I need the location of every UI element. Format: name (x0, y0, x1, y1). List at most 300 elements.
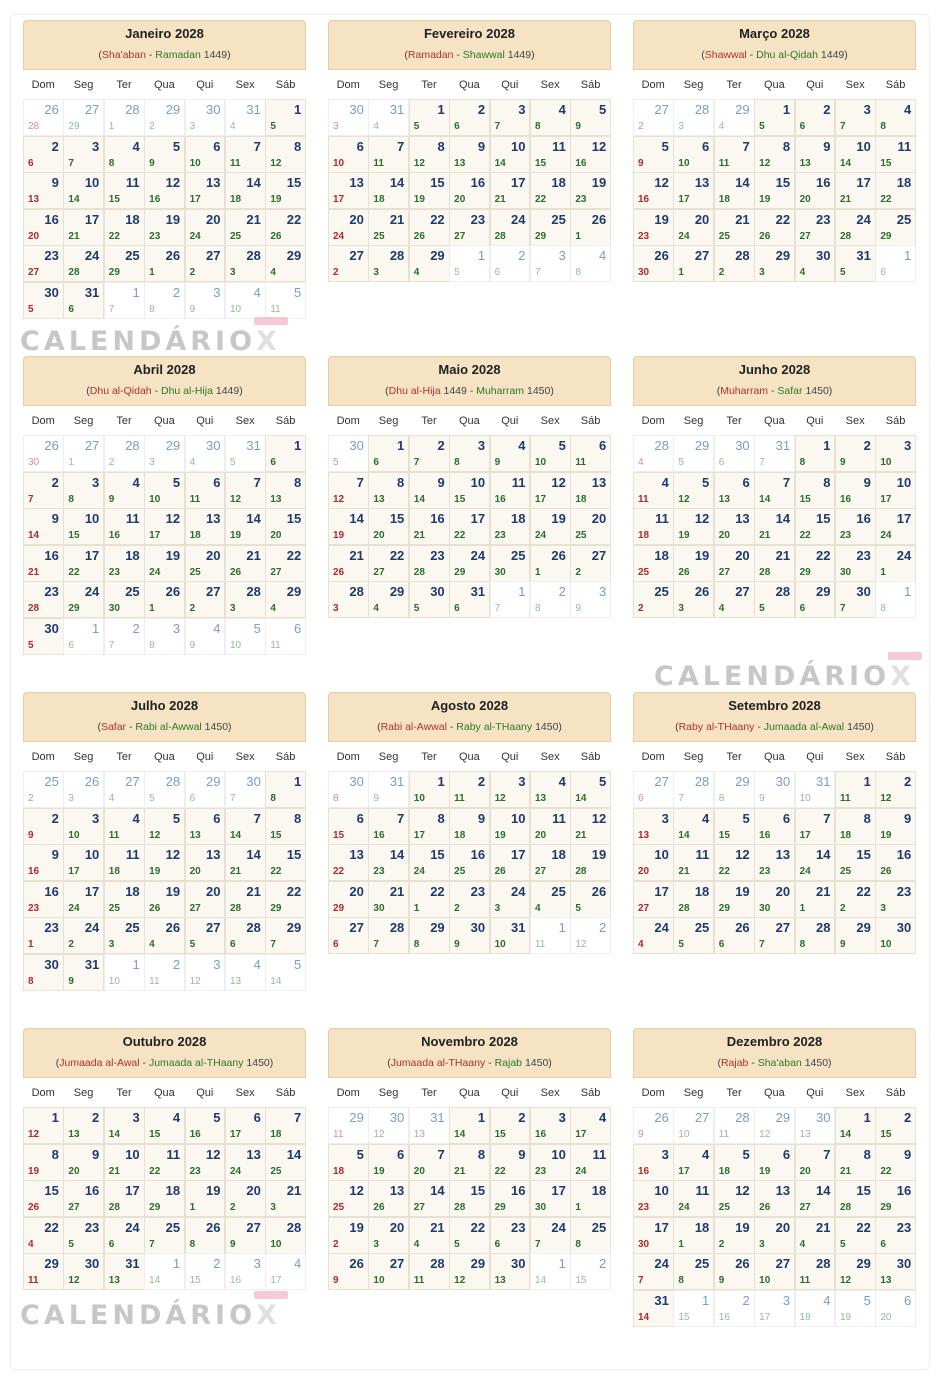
day-cell[interactable] (875, 172, 916, 209)
day-cell[interactable] (368, 545, 409, 582)
day-cell[interactable] (225, 917, 266, 954)
day-cell[interactable] (104, 1180, 145, 1217)
day-cell[interactable] (449, 1180, 490, 1217)
day-cell[interactable] (875, 1290, 916, 1327)
day-cell[interactable] (875, 808, 916, 845)
day-cell[interactable] (875, 245, 916, 282)
day-cell[interactable] (875, 1107, 916, 1144)
day-cell[interactable] (185, 99, 226, 136)
day-cell[interactable] (835, 844, 876, 881)
day-cell[interactable] (23, 245, 64, 282)
day-cell[interactable] (570, 472, 611, 509)
day-cell[interactable] (144, 771, 185, 808)
day-cell[interactable] (570, 1144, 611, 1181)
day-cell[interactable] (225, 844, 266, 881)
day-cell[interactable] (754, 771, 795, 808)
day-cell[interactable] (570, 136, 611, 173)
day-cell[interactable] (23, 545, 64, 582)
day-cell[interactable] (104, 545, 145, 582)
day-cell[interactable] (673, 209, 714, 246)
day-cell[interactable] (144, 844, 185, 881)
day-cell[interactable] (449, 545, 490, 582)
day-cell[interactable] (795, 1144, 836, 1181)
day-cell[interactable] (714, 808, 755, 845)
day-cell[interactable] (23, 508, 64, 545)
day-cell[interactable] (449, 581, 490, 618)
day-cell[interactable] (104, 1253, 145, 1290)
day-cell[interactable] (570, 99, 611, 136)
day-cell[interactable] (265, 1180, 306, 1217)
day-cell[interactable] (835, 545, 876, 582)
day-cell[interactable] (449, 435, 490, 472)
day-cell[interactable] (23, 844, 64, 881)
day-cell[interactable] (225, 1217, 266, 1254)
day-cell[interactable] (795, 435, 836, 472)
day-cell[interactable] (63, 881, 104, 918)
day-cell[interactable] (835, 808, 876, 845)
day-cell[interactable] (633, 209, 674, 246)
day-cell[interactable] (185, 1107, 226, 1144)
day-cell[interactable] (265, 881, 306, 918)
day-cell[interactable] (265, 435, 306, 472)
day-cell[interactable] (328, 917, 369, 954)
day-cell[interactable] (490, 581, 531, 618)
day-cell[interactable] (185, 808, 226, 845)
day-cell[interactable] (795, 1290, 836, 1327)
day-cell[interactable] (225, 581, 266, 618)
day-cell[interactable] (328, 771, 369, 808)
day-cell[interactable] (23, 1144, 64, 1181)
day-cell[interactable] (449, 1144, 490, 1181)
day-cell[interactable] (449, 472, 490, 509)
day-cell[interactable] (754, 472, 795, 509)
day-cell[interactable] (673, 435, 714, 472)
day-cell[interactable] (449, 1217, 490, 1254)
day-cell[interactable] (835, 1180, 876, 1217)
day-cell[interactable] (23, 1217, 64, 1254)
day-cell[interactable] (795, 581, 836, 618)
day-cell[interactable] (795, 1107, 836, 1144)
day-cell[interactable] (673, 581, 714, 618)
day-cell[interactable] (490, 136, 531, 173)
day-cell[interactable] (875, 581, 916, 618)
day-cell[interactable] (795, 844, 836, 881)
day-cell[interactable] (409, 808, 450, 845)
day-cell[interactable] (795, 136, 836, 173)
day-cell[interactable] (714, 1253, 755, 1290)
day-cell[interactable] (63, 844, 104, 881)
day-cell[interactable] (265, 954, 306, 991)
day-cell[interactable] (63, 435, 104, 472)
day-cell[interactable] (185, 1180, 226, 1217)
day-cell[interactable] (449, 881, 490, 918)
day-cell[interactable] (714, 472, 755, 509)
day-cell[interactable] (835, 1290, 876, 1327)
day-cell[interactable] (530, 808, 571, 845)
day-cell[interactable] (144, 172, 185, 209)
day-cell[interactable] (265, 1144, 306, 1181)
day-cell[interactable] (265, 618, 306, 655)
day-cell[interactable] (875, 508, 916, 545)
day-cell[interactable] (225, 136, 266, 173)
day-cell[interactable] (714, 1217, 755, 1254)
day-cell[interactable] (835, 136, 876, 173)
day-cell[interactable] (23, 209, 64, 246)
day-cell[interactable] (795, 545, 836, 582)
day-cell[interactable] (225, 1107, 266, 1144)
day-cell[interactable] (530, 136, 571, 173)
day-cell[interactable] (714, 245, 755, 282)
day-cell[interactable] (328, 1217, 369, 1254)
day-cell[interactable] (104, 771, 145, 808)
day-cell[interactable] (795, 209, 836, 246)
day-cell[interactable] (104, 282, 145, 319)
day-cell[interactable] (409, 1180, 450, 1217)
day-cell[interactable] (835, 1144, 876, 1181)
day-cell[interactable] (570, 209, 611, 246)
day-cell[interactable] (23, 172, 64, 209)
day-cell[interactable] (104, 808, 145, 845)
day-cell[interactable] (265, 771, 306, 808)
day-cell[interactable] (409, 472, 450, 509)
day-cell[interactable] (449, 917, 490, 954)
day-cell[interactable] (225, 245, 266, 282)
day-cell[interactable] (328, 99, 369, 136)
day-cell[interactable] (368, 209, 409, 246)
day-cell[interactable] (63, 545, 104, 582)
day-cell[interactable] (795, 808, 836, 845)
day-cell[interactable] (409, 136, 450, 173)
day-cell[interactable] (490, 1107, 531, 1144)
day-cell[interactable] (754, 136, 795, 173)
day-cell[interactable] (835, 245, 876, 282)
day-cell[interactable] (714, 136, 755, 173)
day-cell[interactable] (185, 917, 226, 954)
day-cell[interactable] (673, 136, 714, 173)
day-cell[interactable] (530, 844, 571, 881)
day-cell[interactable] (633, 808, 674, 845)
day-cell[interactable] (368, 99, 409, 136)
day-cell[interactable] (754, 917, 795, 954)
day-cell[interactable] (144, 1107, 185, 1144)
day-cell[interactable] (368, 435, 409, 472)
day-cell[interactable] (875, 917, 916, 954)
day-cell[interactable] (368, 245, 409, 282)
day-cell[interactable] (144, 245, 185, 282)
day-cell[interactable] (328, 209, 369, 246)
day-cell[interactable] (875, 136, 916, 173)
day-cell[interactable] (490, 917, 531, 954)
day-cell[interactable] (23, 136, 64, 173)
day-cell[interactable] (754, 1290, 795, 1327)
day-cell[interactable] (328, 136, 369, 173)
day-cell[interactable] (754, 844, 795, 881)
day-cell[interactable] (185, 172, 226, 209)
day-cell[interactable] (490, 881, 531, 918)
day-cell[interactable] (633, 435, 674, 472)
day-cell[interactable] (673, 771, 714, 808)
day-cell[interactable] (185, 618, 226, 655)
day-cell[interactable] (633, 508, 674, 545)
day-cell[interactable] (328, 1180, 369, 1217)
day-cell[interactable] (104, 1144, 145, 1181)
day-cell[interactable] (368, 508, 409, 545)
day-cell[interactable] (63, 245, 104, 282)
day-cell[interactable] (530, 581, 571, 618)
day-cell[interactable] (875, 209, 916, 246)
day-cell[interactable] (144, 881, 185, 918)
day-cell[interactable] (368, 472, 409, 509)
day-cell[interactable] (490, 1144, 531, 1181)
day-cell[interactable] (795, 172, 836, 209)
day-cell[interactable] (368, 844, 409, 881)
day-cell[interactable] (185, 508, 226, 545)
day-cell[interactable] (449, 771, 490, 808)
day-cell[interactable] (754, 245, 795, 282)
day-cell[interactable] (368, 581, 409, 618)
day-cell[interactable] (23, 435, 64, 472)
day-cell[interactable] (63, 1217, 104, 1254)
day-cell[interactable] (328, 172, 369, 209)
day-cell[interactable] (530, 1107, 571, 1144)
day-cell[interactable] (225, 808, 266, 845)
day-cell[interactable] (633, 917, 674, 954)
day-cell[interactable] (63, 771, 104, 808)
day-cell[interactable] (673, 545, 714, 582)
day-cell[interactable] (875, 844, 916, 881)
day-cell[interactable] (714, 881, 755, 918)
day-cell[interactable] (144, 435, 185, 472)
day-cell[interactable] (328, 1107, 369, 1144)
day-cell[interactable] (835, 581, 876, 618)
day-cell[interactable] (23, 581, 64, 618)
day-cell[interactable] (570, 1180, 611, 1217)
day-cell[interactable] (714, 581, 755, 618)
day-cell[interactable] (409, 1107, 450, 1144)
day-cell[interactable] (530, 1217, 571, 1254)
day-cell[interactable] (144, 99, 185, 136)
day-cell[interactable] (754, 881, 795, 918)
day-cell[interactable] (570, 1107, 611, 1144)
day-cell[interactable] (795, 1217, 836, 1254)
day-cell[interactable] (104, 172, 145, 209)
day-cell[interactable] (328, 1144, 369, 1181)
day-cell[interactable] (835, 172, 876, 209)
day-cell[interactable] (63, 618, 104, 655)
day-cell[interactable] (570, 1217, 611, 1254)
day-cell[interactable] (754, 545, 795, 582)
day-cell[interactable] (265, 245, 306, 282)
day-cell[interactable] (23, 881, 64, 918)
day-cell[interactable] (570, 545, 611, 582)
day-cell[interactable] (104, 435, 145, 472)
day-cell[interactable] (63, 581, 104, 618)
day-cell[interactable] (185, 1144, 226, 1181)
day-cell[interactable] (570, 508, 611, 545)
day-cell[interactable] (754, 209, 795, 246)
day-cell[interactable] (23, 282, 64, 319)
day-cell[interactable] (530, 99, 571, 136)
day-cell[interactable] (490, 472, 531, 509)
day-cell[interactable] (23, 1107, 64, 1144)
day-cell[interactable] (570, 808, 611, 845)
day-cell[interactable] (875, 1217, 916, 1254)
day-cell[interactable] (530, 771, 571, 808)
day-cell[interactable] (225, 1144, 266, 1181)
day-cell[interactable] (23, 618, 64, 655)
day-cell[interactable] (225, 508, 266, 545)
day-cell[interactable] (63, 917, 104, 954)
day-cell[interactable] (875, 1253, 916, 1290)
day-cell[interactable] (144, 472, 185, 509)
day-cell[interactable] (570, 172, 611, 209)
day-cell[interactable] (63, 1144, 104, 1181)
day-cell[interactable] (265, 917, 306, 954)
day-cell[interactable] (673, 1290, 714, 1327)
day-cell[interactable] (185, 136, 226, 173)
day-cell[interactable] (225, 99, 266, 136)
day-cell[interactable] (875, 1144, 916, 1181)
day-cell[interactable] (368, 1217, 409, 1254)
day-cell[interactable] (63, 99, 104, 136)
day-cell[interactable] (673, 245, 714, 282)
day-cell[interactable] (368, 771, 409, 808)
day-cell[interactable] (530, 508, 571, 545)
day-cell[interactable] (328, 844, 369, 881)
day-cell[interactable] (368, 1144, 409, 1181)
day-cell[interactable] (328, 1253, 369, 1290)
day-cell[interactable] (754, 99, 795, 136)
day-cell[interactable] (714, 545, 755, 582)
day-cell[interactable] (449, 99, 490, 136)
day-cell[interactable] (225, 472, 266, 509)
day-cell[interactable] (835, 771, 876, 808)
day-cell[interactable] (144, 618, 185, 655)
day-cell[interactable] (754, 808, 795, 845)
day-cell[interactable] (835, 1107, 876, 1144)
day-cell[interactable] (104, 844, 145, 881)
day-cell[interactable] (490, 99, 531, 136)
day-cell[interactable] (144, 209, 185, 246)
day-cell[interactable] (530, 172, 571, 209)
day-cell[interactable] (449, 844, 490, 881)
day-cell[interactable] (104, 508, 145, 545)
day-cell[interactable] (225, 954, 266, 991)
day-cell[interactable] (409, 1253, 450, 1290)
day-cell[interactable] (23, 99, 64, 136)
day-cell[interactable] (144, 808, 185, 845)
day-cell[interactable] (144, 581, 185, 618)
day-cell[interactable] (795, 917, 836, 954)
day-cell[interactable] (23, 917, 64, 954)
day-cell[interactable] (570, 435, 611, 472)
day-cell[interactable] (144, 545, 185, 582)
day-cell[interactable] (754, 1253, 795, 1290)
day-cell[interactable] (409, 1217, 450, 1254)
day-cell[interactable] (633, 881, 674, 918)
day-cell[interactable] (144, 508, 185, 545)
day-cell[interactable] (225, 881, 266, 918)
day-cell[interactable] (714, 508, 755, 545)
day-cell[interactable] (673, 1144, 714, 1181)
day-cell[interactable] (23, 1180, 64, 1217)
day-cell[interactable] (633, 771, 674, 808)
day-cell[interactable] (714, 1107, 755, 1144)
day-cell[interactable] (225, 1253, 266, 1290)
day-cell[interactable] (63, 472, 104, 509)
day-cell[interactable] (490, 1253, 531, 1290)
day-cell[interactable] (714, 435, 755, 472)
day-cell[interactable] (530, 435, 571, 472)
day-cell[interactable] (673, 1180, 714, 1217)
day-cell[interactable] (673, 1107, 714, 1144)
day-cell[interactable] (633, 1107, 674, 1144)
day-cell[interactable] (328, 581, 369, 618)
day-cell[interactable] (530, 881, 571, 918)
day-cell[interactable] (673, 172, 714, 209)
day-cell[interactable] (104, 245, 145, 282)
day-cell[interactable] (265, 508, 306, 545)
day-cell[interactable] (754, 172, 795, 209)
day-cell[interactable] (409, 1144, 450, 1181)
day-cell[interactable] (144, 282, 185, 319)
day-cell[interactable] (409, 508, 450, 545)
day-cell[interactable] (570, 771, 611, 808)
day-cell[interactable] (570, 917, 611, 954)
day-cell[interactable] (673, 1217, 714, 1254)
day-cell[interactable] (144, 954, 185, 991)
day-cell[interactable] (409, 881, 450, 918)
day-cell[interactable] (795, 99, 836, 136)
day-cell[interactable] (144, 136, 185, 173)
day-cell[interactable] (185, 581, 226, 618)
day-cell[interactable] (633, 172, 674, 209)
day-cell[interactable] (63, 136, 104, 173)
day-cell[interactable] (185, 435, 226, 472)
day-cell[interactable] (185, 282, 226, 319)
day-cell[interactable] (714, 844, 755, 881)
day-cell[interactable] (754, 1107, 795, 1144)
day-cell[interactable] (633, 581, 674, 618)
day-cell[interactable] (328, 881, 369, 918)
day-cell[interactable] (490, 435, 531, 472)
day-cell[interactable] (185, 1217, 226, 1254)
day-cell[interactable] (714, 917, 755, 954)
day-cell[interactable] (570, 1253, 611, 1290)
day-cell[interactable] (265, 472, 306, 509)
day-cell[interactable] (633, 844, 674, 881)
day-cell[interactable] (673, 1253, 714, 1290)
day-cell[interactable] (265, 1107, 306, 1144)
day-cell[interactable] (265, 209, 306, 246)
day-cell[interactable] (570, 881, 611, 918)
day-cell[interactable] (144, 1144, 185, 1181)
day-cell[interactable] (265, 1253, 306, 1290)
day-cell[interactable] (754, 435, 795, 472)
day-cell[interactable] (144, 917, 185, 954)
day-cell[interactable] (795, 508, 836, 545)
day-cell[interactable] (409, 581, 450, 618)
day-cell[interactable] (835, 435, 876, 472)
day-cell[interactable] (104, 1217, 145, 1254)
day-cell[interactable] (449, 209, 490, 246)
day-cell[interactable] (835, 508, 876, 545)
day-cell[interactable] (23, 954, 64, 991)
day-cell[interactable] (673, 99, 714, 136)
day-cell[interactable] (530, 472, 571, 509)
day-cell[interactable] (633, 136, 674, 173)
day-cell[interactable] (490, 771, 531, 808)
